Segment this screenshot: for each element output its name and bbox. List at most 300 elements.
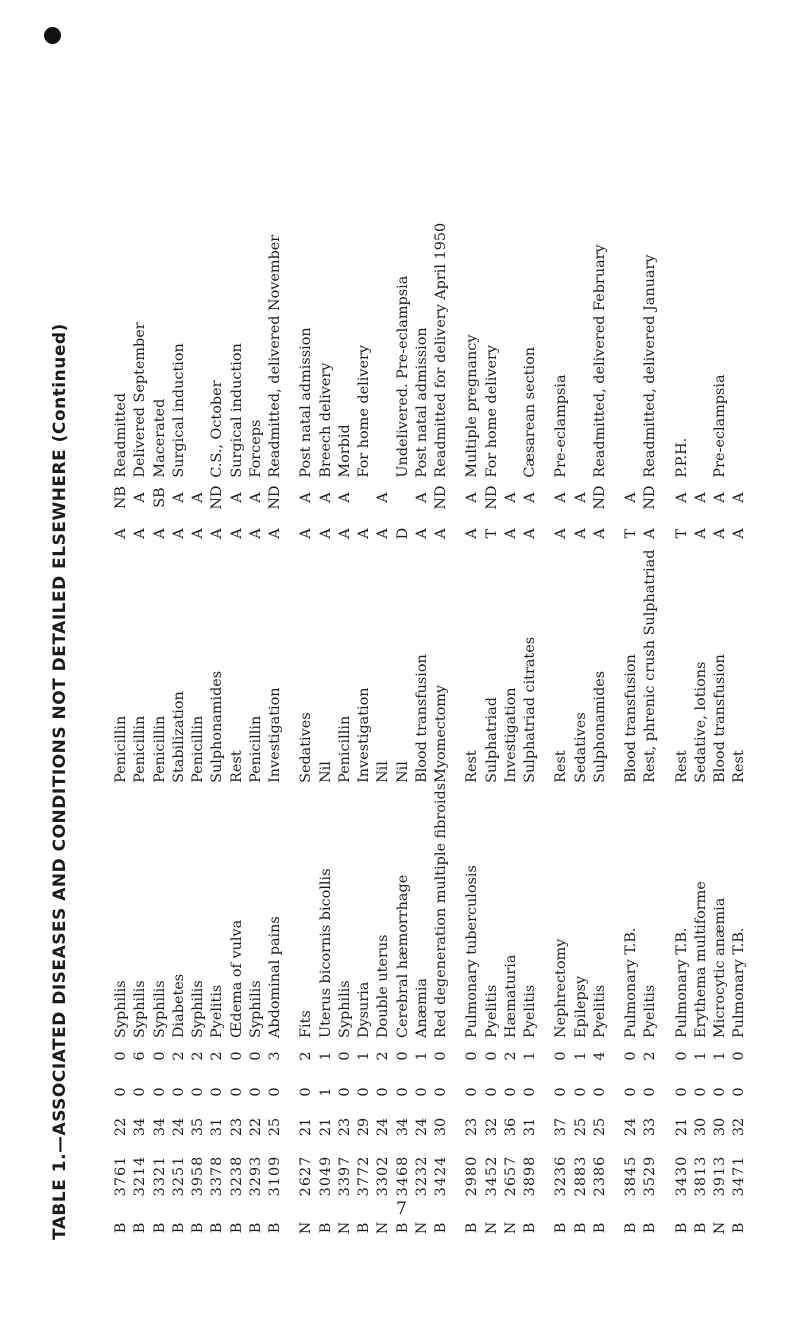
cell-disease: Hæmaturia [502, 954, 519, 1038]
cell-remarks: Post natal admission [413, 327, 430, 478]
cell-disease: Syphilis [247, 980, 264, 1038]
cell-p: 2 [642, 1051, 659, 1061]
cell-res: A [731, 528, 748, 539]
table-row [502, 128, 521, 1248]
cell-gr: 1 [317, 1087, 334, 1097]
cell-p: 0 [731, 1051, 748, 1061]
group-spacer-cell [285, 128, 297, 1248]
group-spacer [285, 128, 297, 1248]
cell-treatment: Rest, phrenic crush Sulphatriad [642, 549, 659, 783]
cell-disease: Syphilis [190, 980, 206, 1038]
cell-u: A [553, 492, 570, 503]
table-row [673, 128, 692, 1248]
cell-p: 0 [247, 1051, 264, 1061]
cell-gr: 0 [113, 1087, 129, 1097]
cell-age: 24 [413, 1117, 430, 1137]
cell-remarks: Forceps [247, 419, 264, 478]
cell-p: 0 [113, 1051, 129, 1061]
cell-u: ND [642, 485, 659, 510]
cell-no: 3214 [132, 1155, 149, 1197]
cell-gr: 0 [336, 1087, 353, 1097]
cell-gr: 0 [433, 1087, 449, 1097]
cell-reg: B [433, 1222, 449, 1234]
cell-remarks: Surgical induction [170, 343, 187, 478]
cell-u: ND [591, 485, 608, 510]
cell-treatment: Stabilization [170, 691, 187, 783]
cell-gr: 0 [642, 1087, 659, 1097]
cell-age: 29 [356, 1117, 372, 1137]
cell-no: 3913 [712, 1155, 728, 1197]
cell-u: A [712, 492, 728, 503]
cell-age: 21 [298, 1117, 315, 1137]
cell-reg: B [731, 1222, 748, 1234]
cell-disease: Pyelitis [522, 984, 538, 1038]
table-row [189, 128, 208, 1248]
cell-p: 0 [483, 1051, 500, 1061]
table-row [208, 128, 227, 1248]
cell-age: 23 [228, 1117, 245, 1137]
cell-res: A [151, 528, 168, 539]
cell-gr: 0 [623, 1087, 639, 1097]
cell-reg: N [483, 1221, 500, 1235]
cell-disease: Epilepsy [572, 975, 589, 1038]
cell-treatment: Myomectomy [433, 684, 449, 783]
cell-age: 33 [642, 1117, 659, 1137]
cell-p: 6 [132, 1051, 149, 1061]
cell-u: A [170, 492, 187, 503]
cell-age: 24 [375, 1117, 392, 1137]
cell-disease: Cerebral hæmorrhage [394, 874, 411, 1038]
cell-no: 3471 [731, 1155, 748, 1197]
table-row [336, 128, 355, 1248]
cell-no: 3430 [673, 1155, 690, 1197]
cell-p: 2 [209, 1051, 226, 1061]
cell-disease: Fits [298, 1010, 315, 1038]
table-row [228, 128, 247, 1248]
cell-remarks [622, 128, 641, 478]
cell-treatment: Blood transfusion [712, 654, 728, 783]
table-row [483, 128, 502, 1248]
cell-no: 3813 [692, 1155, 709, 1197]
cell-treatment: Blood transfusion [413, 654, 430, 783]
table-row [112, 128, 131, 1248]
table-row [266, 128, 285, 1248]
cell-u: A [317, 492, 334, 503]
cell-res: A [375, 528, 392, 539]
cell-gr: 0 [267, 1087, 283, 1097]
cell-reg: B [170, 1222, 187, 1234]
cell-age: 21 [673, 1117, 690, 1137]
cell-treatment: Nil [375, 761, 392, 783]
cell-disease: Abdominal pains [267, 916, 283, 1038]
cell-u: A [190, 492, 206, 503]
cell-gr: 0 [712, 1087, 728, 1097]
group-spacer [451, 128, 463, 1248]
cell-reg: B [151, 1222, 168, 1234]
cell-disease: Pyelitis [642, 984, 659, 1038]
cell-no: 3049 [317, 1155, 334, 1197]
cell-res: A [553, 528, 570, 539]
cell-treatment: Penicillin [336, 715, 353, 783]
cell-no: 3452 [483, 1155, 500, 1197]
cell-no: 3302 [375, 1155, 392, 1197]
cell-remarks [692, 128, 711, 478]
cell-remarks: Readmitted [113, 392, 129, 478]
cell-res: A [113, 528, 129, 539]
cell-remarks: Morbid [336, 424, 353, 478]
cell-disease: Pulmonary T.B. [731, 927, 748, 1038]
cell-res: D [394, 527, 411, 540]
cell-gr: 0 [170, 1087, 187, 1097]
cell-gr: 0 [483, 1087, 500, 1097]
cell-age: 25 [267, 1117, 283, 1137]
table-row [591, 128, 610, 1248]
cell-disease: Pulmonary tuberculosis [464, 865, 481, 1038]
table-row [170, 128, 189, 1248]
cell-treatment: Blood transfusion [623, 654, 639, 783]
cell-age: 30 [692, 1117, 709, 1137]
cell-age: 32 [731, 1117, 748, 1137]
cell-no: 3397 [336, 1155, 353, 1197]
cell-p: 2 [375, 1051, 392, 1061]
cell-reg: B [209, 1222, 226, 1234]
cell-remarks: Surgical induction [228, 343, 245, 478]
cell-remarks: Post natal admission [298, 327, 315, 478]
cell-remarks [730, 128, 749, 478]
cell-disease: Syphilis [113, 980, 129, 1038]
cell-p: 0 [433, 1051, 449, 1061]
cell-treatment: Sulphatriad [483, 697, 500, 783]
cell-remarks: For home delivery [483, 345, 500, 478]
cell-disease: Red degeneration multiple fibroids [433, 782, 449, 1038]
cell-disease: Dysuria [356, 981, 372, 1038]
cell-res: A [642, 528, 659, 539]
table-row [730, 128, 749, 1248]
cell-no: 2657 [502, 1155, 519, 1197]
cell-treatment: Rest [464, 750, 481, 783]
cell-res: A [228, 528, 245, 539]
table-row [317, 128, 336, 1248]
cell-u: SB [151, 487, 168, 508]
cell-p: 0 [336, 1051, 353, 1061]
cell-u [355, 478, 374, 518]
cell-res: A [591, 528, 608, 539]
cell-remarks: Pre-eclampsia [553, 374, 570, 478]
table-row [432, 128, 451, 1248]
cell-remarks: Pre-eclampsia [712, 374, 728, 478]
cell-treatment: Rest [731, 750, 748, 783]
cell-res: A [502, 528, 519, 539]
cell-no: 3468 [394, 1155, 411, 1197]
cell-remarks: Multiple pregnancy [464, 334, 481, 478]
cell-reg: B [591, 1222, 608, 1234]
cell-res: A [132, 528, 149, 539]
cell-reg: B [132, 1222, 149, 1234]
punch-hole-mark [44, 27, 61, 44]
table-row [552, 128, 571, 1248]
rotated-table-container [112, 128, 750, 1248]
cell-age: 32 [483, 1117, 500, 1137]
cell-p: 1 [692, 1051, 709, 1061]
cell-u: ND [433, 485, 449, 510]
cell-no: 3761 [113, 1155, 129, 1197]
cell-no: 3293 [247, 1155, 264, 1197]
cell-gr: 0 [413, 1087, 430, 1097]
cell-disease: Diabetes [170, 973, 187, 1038]
cell-u: A [623, 492, 639, 503]
cell-age: 34 [394, 1117, 411, 1137]
cell-u: A [572, 492, 589, 503]
cell-reg: B [692, 1222, 709, 1234]
cell-res: A [190, 528, 206, 539]
cell-gr: 0 [132, 1087, 149, 1097]
cell-treatment: Penicillin [113, 715, 129, 783]
cell-u: ND [267, 485, 283, 510]
cell-age: 25 [591, 1117, 608, 1137]
cell-disease: Double uterus [375, 934, 392, 1038]
cell-no: 3321 [151, 1155, 168, 1197]
cell-treatment: Sulphatriad citrates [522, 636, 538, 783]
cell-gr: 0 [209, 1087, 226, 1097]
group-spacer [540, 128, 552, 1248]
cases-table [112, 128, 750, 1248]
cell-disease: Œdema of vulva [228, 919, 245, 1038]
cell-disease: Erythema multiforme [692, 881, 709, 1038]
cell-age: 24 [623, 1117, 639, 1137]
cell-res: T [673, 528, 690, 539]
cell-disease: Pulmonary T.B. [623, 927, 639, 1038]
cell-res: A [464, 528, 481, 539]
cell-p: 3 [267, 1051, 283, 1061]
cell-u: ND [483, 485, 500, 510]
group-spacer [661, 128, 673, 1248]
table-row [641, 128, 660, 1248]
cell-p: 1 [317, 1051, 334, 1061]
cell-remarks: Readmitted, delivered November [267, 234, 283, 478]
table-row [131, 128, 150, 1248]
cell-u: A [502, 492, 519, 503]
table-heading: TABLE 1.—ASSOCIATED DISEASES AND CONDITIONS NOT DETAILED ELSEWHERE (Continued) [50, 323, 70, 1240]
table-row [374, 128, 393, 1248]
cell-u: NB [113, 486, 129, 510]
group-spacer-cell [610, 128, 622, 1248]
cell-reg: B [356, 1222, 372, 1234]
cell-gr: 0 [673, 1087, 690, 1097]
cell-p: 2 [298, 1051, 315, 1061]
cell-treatment: Sedatives [572, 712, 589, 783]
cell-reg: N [375, 1221, 392, 1235]
cell-gr: 0 [375, 1087, 392, 1097]
cell-remarks: Breech delivery [317, 362, 334, 478]
cell-treatment: Investigation [502, 687, 519, 783]
cell-u: A [336, 492, 353, 503]
cell-gr: 0 [228, 1087, 245, 1097]
cell-no: 3529 [642, 1155, 659, 1197]
cell-reg: B [673, 1222, 690, 1234]
cell-remarks [374, 128, 393, 478]
table-row [151, 128, 170, 1248]
cell-treatment: Rest [673, 750, 690, 783]
cell-age: 21 [317, 1117, 334, 1137]
cell-remarks [502, 128, 521, 478]
cell-reg: B [247, 1222, 264, 1234]
table-row [247, 128, 266, 1248]
cell-p: 0 [151, 1051, 168, 1061]
cell-p: 0 [394, 1051, 411, 1061]
cell-gr: 0 [572, 1087, 589, 1097]
cell-u: A [228, 492, 245, 503]
cell-disease: Uterus bicornis bicollis [317, 868, 334, 1038]
cell-reg: B [228, 1222, 245, 1234]
cell-res: A [170, 528, 187, 539]
cell-remarks: Readmitted, delivered February [591, 244, 608, 478]
cell-res: A [247, 528, 264, 539]
cell-gr: 0 [553, 1087, 570, 1097]
cell-remarks [572, 128, 591, 478]
cell-reg: B [267, 1222, 283, 1234]
cell-treatment: Penicillin [190, 715, 206, 783]
cell-gr: 0 [190, 1087, 206, 1097]
cell-u [394, 478, 413, 518]
cell-p: 1 [572, 1051, 589, 1061]
cell-treatment: Nil [317, 761, 334, 783]
cell-remarks: C.S., October [209, 380, 226, 478]
cell-disease: Pulmonary T.B. [673, 927, 690, 1038]
cell-u: A [298, 492, 315, 503]
cell-u: A [522, 492, 538, 503]
cell-u: A [692, 492, 709, 503]
cell-reg: N [502, 1221, 519, 1235]
cell-u: A [731, 492, 748, 503]
table-row [463, 128, 482, 1248]
cell-reg: B [394, 1222, 411, 1234]
cell-disease: Syphilis [151, 980, 168, 1038]
cell-disease: Nephrectomy [553, 938, 570, 1038]
cell-reg: B [642, 1222, 659, 1234]
cell-res: A [298, 528, 315, 539]
cell-remarks: Cæsarean section [522, 346, 538, 478]
cell-treatment: Penicillin [247, 715, 264, 783]
cases-table-body [112, 128, 750, 1248]
cell-p: 2 [502, 1051, 519, 1061]
cell-res: T [483, 528, 500, 539]
cell-no: 3424 [433, 1155, 449, 1197]
cell-disease: Pyelitis [591, 984, 608, 1038]
cell-no: 3109 [267, 1155, 283, 1197]
cell-p: 2 [190, 1051, 206, 1061]
cell-u: A [247, 492, 264, 503]
cell-p: 1 [522, 1051, 538, 1061]
cell-no: 2627 [298, 1155, 315, 1197]
cell-age: 30 [433, 1117, 449, 1137]
table-row [692, 128, 711, 1248]
cell-p: 0 [228, 1051, 245, 1061]
cell-reg: B [553, 1222, 570, 1234]
table-row [521, 128, 540, 1248]
cell-age: 31 [522, 1117, 538, 1137]
cell-age: 35 [190, 1117, 206, 1137]
cell-gr: 0 [394, 1087, 411, 1097]
cell-gr: 0 [692, 1087, 709, 1097]
cell-gr: 0 [464, 1087, 481, 1097]
cell-p: 4 [591, 1051, 608, 1061]
cell-p: 0 [673, 1051, 690, 1061]
cell-reg: B [522, 1222, 538, 1234]
cell-gr: 0 [731, 1087, 748, 1097]
cell-reg: B [572, 1222, 589, 1234]
cell-reg: B [190, 1222, 206, 1234]
cell-age: 22 [113, 1117, 129, 1137]
cell-treatment: Investigation [356, 687, 372, 783]
cell-age: 25 [572, 1117, 589, 1137]
cell-no: 3238 [228, 1155, 245, 1197]
table-row [572, 128, 591, 1248]
cell-res: A [317, 528, 334, 539]
cell-age: 22 [247, 1117, 264, 1137]
cell-u: A [375, 492, 392, 503]
cell-res: A [522, 528, 538, 539]
cell-remarks: For home delivery [356, 345, 372, 478]
cell-age: 37 [553, 1117, 570, 1137]
cell-disease: Syphilis [336, 980, 353, 1038]
table-row [413, 128, 432, 1248]
cell-age: 36 [502, 1117, 519, 1137]
cell-age: 23 [336, 1117, 353, 1137]
cell-res: A [209, 528, 226, 539]
cell-no: 3958 [190, 1155, 206, 1197]
cell-p: 2 [170, 1051, 187, 1061]
cell-gr: 0 [502, 1087, 519, 1097]
cell-u: A [464, 492, 481, 503]
cell-age: 30 [712, 1117, 728, 1137]
cell-age: 34 [151, 1117, 168, 1137]
cell-age: 31 [209, 1117, 226, 1137]
cell-treatment: Sedative, lotions [692, 661, 709, 783]
cell-treatment: Rest [228, 750, 245, 783]
cell-reg: N [413, 1221, 430, 1235]
cell-disease: Pyelitis [483, 984, 500, 1038]
cell-p: 1 [356, 1051, 372, 1061]
cell-reg: B [317, 1222, 334, 1234]
cell-res: A [413, 528, 430, 539]
cell-age: 24 [170, 1117, 187, 1137]
cell-no: 3845 [623, 1155, 639, 1197]
cell-res: A [267, 528, 283, 539]
cell-res: A [336, 528, 353, 539]
cell-no: 2386 [591, 1155, 608, 1197]
cell-p: 0 [623, 1051, 639, 1061]
cell-treatment: Sulphonamides [591, 670, 608, 783]
cell-reg: B [464, 1222, 481, 1234]
cell-remarks: Readmitted for delivery April 1950 [433, 222, 449, 478]
cell-remarks: Macerated [151, 398, 168, 478]
group-spacer-cell [661, 128, 673, 1248]
cell-no: 3232 [413, 1155, 430, 1197]
cell-remarks: P.P.H. [673, 437, 690, 478]
cell-no: 3251 [170, 1155, 187, 1197]
cell-p: 1 [712, 1051, 728, 1061]
table-row [711, 128, 730, 1248]
cell-gr: 0 [591, 1087, 608, 1097]
cell-res: A [712, 528, 728, 539]
cell-age: 34 [132, 1117, 149, 1137]
cell-treatment: Sedatives [298, 712, 315, 783]
cell-treatment: Investigation [267, 687, 283, 783]
cell-remarks: Undelivered. Pre-eclampsia [394, 275, 411, 478]
cell-no: 3378 [209, 1155, 226, 1197]
cell-remarks: Readmitted, delivered January [642, 254, 659, 478]
table-row [355, 128, 374, 1248]
